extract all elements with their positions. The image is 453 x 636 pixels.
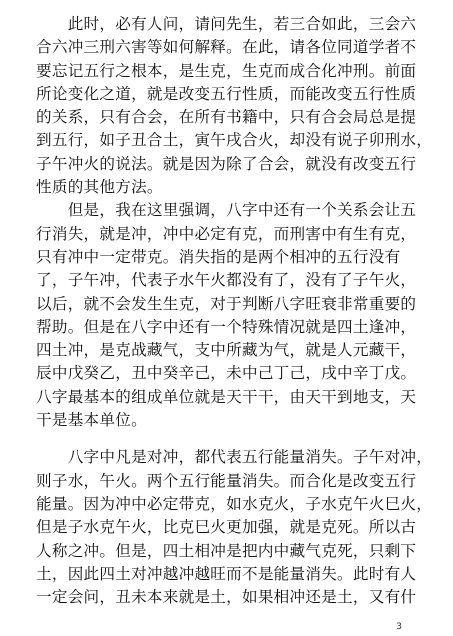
page-number: 3 [396,622,402,632]
text-line: 但是，我在这里强调，八字中还有一个关系会让五 [36,201,417,220]
text-line: 干是基本单位。 [36,411,147,430]
text-line: 但是子水克午火，比克巳火更加强，就是克死。所以古 [36,518,417,537]
text-line: 四土冲，是克战藏气，支中所藏为气，就是人元藏干， [36,341,417,360]
text-line: 要忘记五行之根本，是生克，生克而成合化冲刑。前面 [36,61,417,80]
text-line: 只有冲中一定带克。消失指的是两个相冲的五行没有 [36,247,401,266]
text-line: 人称之冲。但是，四土相冲是把内中藏气克死，只剩下 [36,541,417,560]
text-line: 八字中凡是对冲，都代表五行能量消失。子午对冲， [36,448,433,467]
text-line: 则子水，午火。两个五行能量消失。而合化是改变五行 [36,471,417,490]
text-line: 到五行，如子丑合土，寅午戌合火，却没有说子卯刑水， [36,131,433,150]
text-line: 一定会问，丑未本来就是土，如果相冲还是土，又有什 [36,588,417,607]
text-line: 八字最基本的组成单位就是天干干，由天干到地支，天 [36,387,417,406]
text-line: 子午冲火的说法。就是因为除了合会，就没有改变五行 [36,154,417,173]
text-line: 辰中戊癸乙，丑中癸辛己，未中己丁己，戌中辛丁戊。 [36,364,417,383]
text-line: 的关系，只有合会，在所有书籍中，只有合会局总是提 [36,108,417,127]
text-line: 此时，必有人问，请问先生，若三合如此，三会六 [36,15,417,33]
text-line: 行消失，就是冲，冲中必定有克，而刑害中有生有克， [36,224,417,243]
body-text [36,13,433,609]
text-line: 了，子午冲，代表子水午火都没有了，没有了子午火， [36,271,417,290]
text-line: 性质的其他方法。 [36,178,163,197]
text-line: 能量。因为冲中必定带克，如水克火，子水克午火巳火， [36,494,433,513]
text-line: 所论变化之道，就是改变五行性质，而能改变五行性质 [36,84,417,103]
text-line: 帮助。但是在八字中还有一个特殊情况就是四土逢冲， [36,317,417,336]
text-line: 以后，就不会发生生克，对于判断八字旺衰非常重要的 [36,294,417,313]
text-line: 合六冲三刑六害等如何解释。在此，请各位同道学者不 [36,38,417,57]
text-line: 土，因此四土对冲越冲越旺而不是能量消失。此时有人 [36,564,417,583]
